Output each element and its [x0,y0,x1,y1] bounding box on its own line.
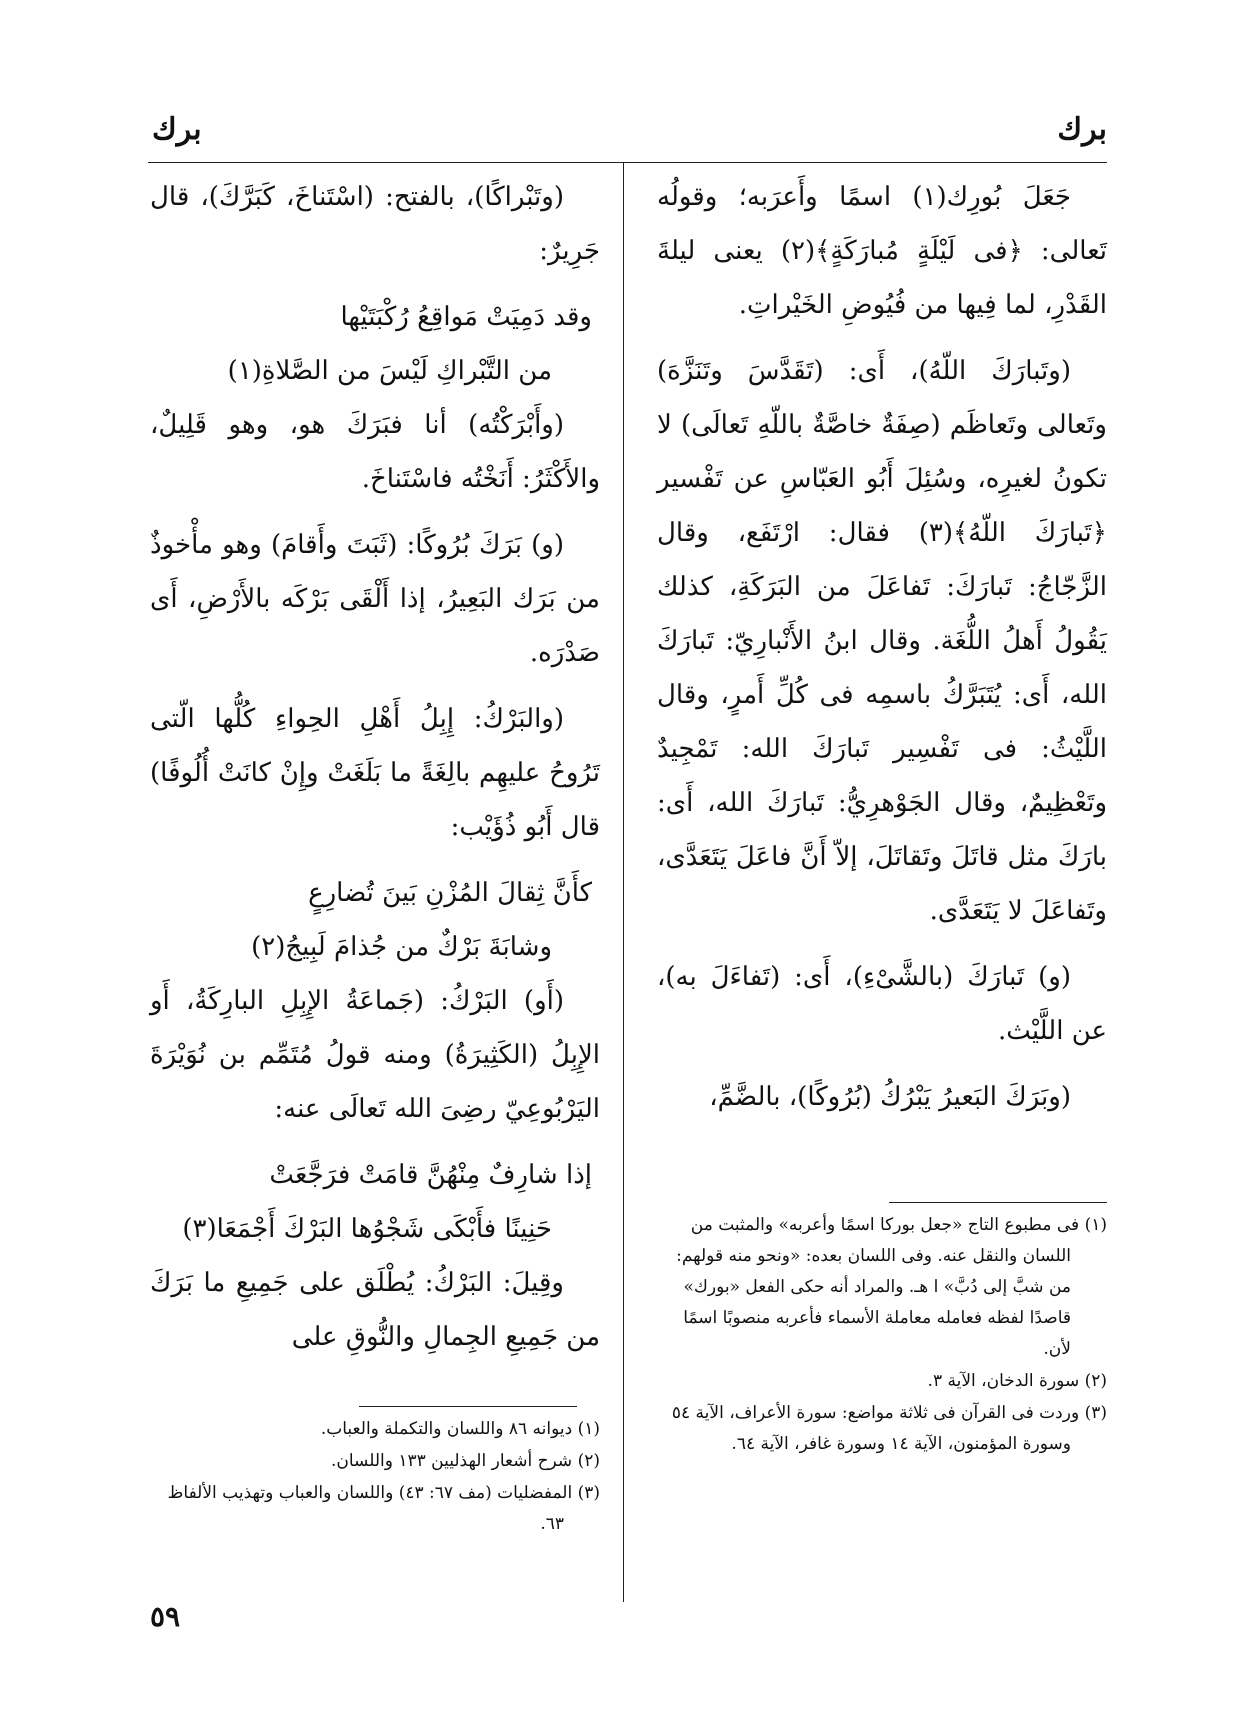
column-divider [623,162,624,1602]
footnote: (٣) وردت فى القرآن فى ثلاثة مواضع: سورة الأعراف، الآية ٥٤ وسورة المؤمنون، الآية ١٤ وسورة غافر، الآية ٦٤. [671,1403,1107,1454]
paragraph: (وتَبْراكًا)، بالفتح: (اسْتَناخَ، كَبَرَّكَ)، قال جَرِيرٌ: [150,182,600,266]
paragraph: جَعَلَ بُورِك(١) اسمًا وأَعرَبه؛ وقولُه تَعالى: ﴿فى لَيْلَةٍ مُبارَكَةٍ﴾(٢) يعنى ليلةَ القَدْرِ، لما فِيها من فُيُوضِ الخَيْراتِ. [657,182,1107,320]
running-head-right: برك [1057,112,1107,147]
verse-line: وشابَةَ بَرْكٌ من جُذامَ لَبِيجُ(٢) [251,932,552,962]
page-number: ٥٩ [150,1600,181,1633]
right-column [657,170,1107,1136]
footnote-rule-right [889,1202,1107,1203]
footnotes-left [150,1414,600,1541]
footnote: (٢) شرح أشعار الهذليين ١٣٣ واللسان. [330,1451,600,1471]
footnote-rule-left [359,1406,577,1407]
running-head-left: برك [152,112,202,147]
paragraph: (و) بَرَكَ بُرُوكًا: (ثَبَتَ وأَقامَ) وهو مأْخوذٌ من بَرَك البَعِيرُ، إذا أَلْقَى بَرْكَه بالأَرْضِ، أَى صَدْرَه. [150,530,600,668]
footnote: (٢) سورة الدخان، الآية ٣. [927,1371,1107,1391]
verse-line: إذا شارِفٌ مِنْهُنَّ قامَتْ فرَجَّعَتْ [269,1160,592,1190]
paragraph: (وأَبْرَكْتُه) أنا فبَرَكَ هو، وهو قَلِيلٌ، والأَكْثَرُ: أَنَخْتُه فاسْتَناخَ. [150,410,600,494]
footnote: (٣) المفضليات (مف ٦٧: ٤٣) واللسان والعباب وتهذيب الألفاظ ٦٣. [167,1483,600,1534]
header-rule [148,162,1107,163]
verse-line: حَنِينًا فأَبْكَى شَجْوُها البَرْكَ أَجْمَعَا(٣) [182,1214,552,1244]
footnotes-right [657,1210,1107,1461]
verse-line: من التَّبْراكِ لَيْسَ من الصَّلاةِ(١) [227,356,552,386]
left-column [150,170,600,1376]
footnote: (١) فى مطبوع التاج «جعل بوركا اسمًا وأعربه» والمثبت من اللسان والنقل عنه. وفى اللسان بعده: «ونحو منه قولهم: من شبَّ إلى دُبَّ» ا هـ. والمراد أنه حكى الفعل «بورك» قاصدًا لفظه فعامله معاملة الأسماء فأعربه منصوبًا اسمًا لأن. [676,1215,1107,1359]
paragraph: وقِيلَ: البَرْكُ: يُطْلَق على جَمِيعِ ما بَرَكَ من جَمِيعِ الجِمالِ والنُّوقِ على [150,1268,600,1352]
paragraph: (أَو) البَرْكُ: (جَماعَةُ الإِبِلِ البارِكَةُ، أَو الإِبِلُ (الكَثِيرَةُ) ومنه قولُ مُتَمِّم بن نُوَيْرَةَ اليَرْبُوعِيّ رضِىَ الله تَعالَى عنه: [150,986,600,1124]
paragraph: (والبَرْكُ: إِبِلُ أَهْلِ الحِواءِ كُلُّها الّتى تَرُوحُ عليهِم بالِغَةً ما بَلَغَتْ وإِنْ كانَتْ أُلُوفًا) قال أَبُو ذُؤَيْب: [150,704,600,842]
verse-line: وقد دَمِيَتْ مَواقِعُ رُكْبَتَيْها [340,302,592,332]
paragraph: (وبَرَكَ البَعيرُ يَبْرُكُ (بُرُوكًا)، بالضَّمِّ، [709,1082,1071,1112]
footnote: (١) ديوانه ٨٦ واللسان والتكملة والعباب. [320,1419,600,1439]
paragraph: (و) تَبارَكَ (بالشَّىْءِ)، أَى: (تَفاءَلَ به)، عن اللَّيْث. [657,962,1107,1046]
paragraph: (وتَبارَكَ اللّهُ)، أَى: (تَقَدَّسَ وتَنَزَّهَ) وتَعالى وتَعاظَم (صِفَةٌ خاصَّةٌ باللّهِ تَعالَى) لا تكونُ لغيرِه، وسُئِلَ أَبُو العَبّاسِ عن تَفْسير ﴿تَبارَكَ اللّهُ﴾(٣) فقال: ارْتَفَع، وقال الزَّجّاجُ: تَبارَكَ: تَفاعَلَ من البَرَكَةِ، كذلك يَقُولُ أَهلُ اللُّغَة. وقال ابنُ الأَنْبارِيّ: تَبارَكَ الله، أَى: يُتَبَرَّكُ باسمِه فى كُلِّ أَمرٍ، وقال اللَّيْثُ: فى تَفْسِير تَبارَكَ الله: تَمْجِيدٌ وتَعْظِيمٌ، وقال الجَوْهرِيُّ: تَبارَكَ الله، أَى: بارَكَ مثل قاتَلَ وتَقاتَلَ، إلاّ أَنَّ فاعَلَ يَتَعَدَّى، وتَفاعَلَ لا يَتَعَدَّى. [657,356,1107,926]
verse-line: كأَنَّ ثِقالَ المُزْنِ بَينَ تُضارِعٍ [308,878,592,908]
